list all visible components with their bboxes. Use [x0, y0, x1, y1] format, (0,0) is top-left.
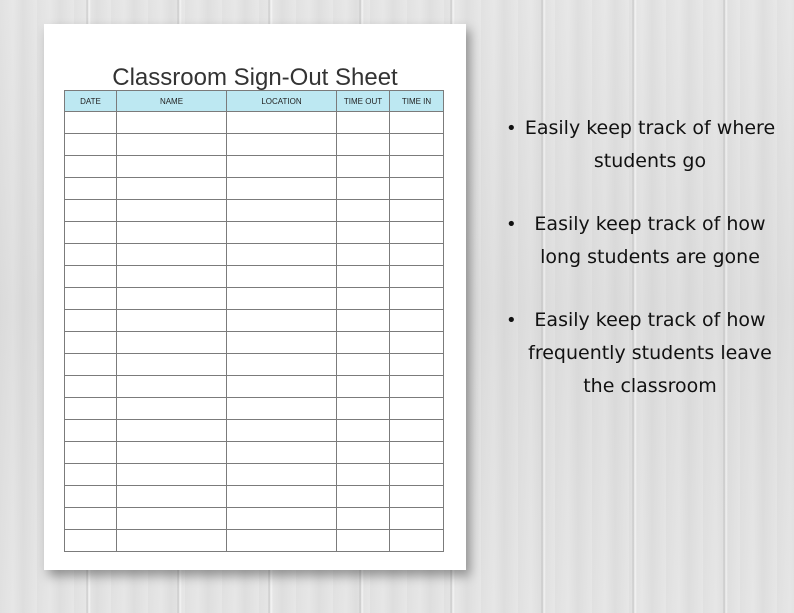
- table-cell: [117, 464, 227, 486]
- table-row: [65, 156, 444, 178]
- table-row: [65, 442, 444, 464]
- table-cell: [227, 134, 337, 156]
- table-cell: [227, 332, 337, 354]
- table-cell: [117, 244, 227, 266]
- table-cell: [337, 244, 390, 266]
- feature-list: [500, 112, 780, 433]
- table-cell: [337, 464, 390, 486]
- table-row: [65, 398, 444, 420]
- table-cell: [390, 332, 444, 354]
- sign-out-sheet-page: [44, 24, 466, 570]
- table-cell: [65, 486, 117, 508]
- table-cell: [117, 310, 227, 332]
- table-cell: [337, 486, 390, 508]
- table-cell: [337, 288, 390, 310]
- table-row: [65, 266, 444, 288]
- feature-item: • Easily keep track of how frequently students leave the classroom: [500, 304, 780, 403]
- table-cell: [227, 442, 337, 464]
- table-cell: [65, 288, 117, 310]
- table-cell: [65, 442, 117, 464]
- table-row: [65, 486, 444, 508]
- table-cell: [390, 134, 444, 156]
- table-cell: [65, 354, 117, 376]
- table-cell: [390, 420, 444, 442]
- table-cell: [227, 222, 337, 244]
- table-row: [65, 222, 444, 244]
- table-cell: [337, 310, 390, 332]
- table-cell: [337, 332, 390, 354]
- table-cell: [337, 134, 390, 156]
- table-cell: [117, 442, 227, 464]
- column-header-location: LOCATION: [227, 91, 337, 112]
- table-header-row: [65, 91, 444, 112]
- table-row: [65, 530, 444, 552]
- table-cell: [390, 376, 444, 398]
- table-body: [65, 112, 444, 552]
- column-header-time-out: TIME OUT: [337, 91, 390, 112]
- table-row: [65, 178, 444, 200]
- table-cell: [117, 200, 227, 222]
- column-header-date: DATE: [65, 91, 117, 112]
- table-cell: [117, 112, 227, 134]
- table-cell: [337, 200, 390, 222]
- sheet-title: Classroom Sign-Out Sheet: [112, 64, 398, 91]
- table-cell: [117, 332, 227, 354]
- table-cell: [65, 156, 117, 178]
- table-cell: [65, 310, 117, 332]
- table-cell: [390, 244, 444, 266]
- table-cell: [390, 112, 444, 134]
- table-row: [65, 134, 444, 156]
- table-cell: [227, 508, 337, 530]
- table-row: [65, 288, 444, 310]
- table-cell: [337, 354, 390, 376]
- table-cell: [227, 112, 337, 134]
- table-cell: [65, 112, 117, 134]
- table-cell: [390, 486, 444, 508]
- table-cell: [227, 288, 337, 310]
- feature-item: • Easily keep track of where students go: [500, 112, 780, 178]
- table-cell: [65, 134, 117, 156]
- table-cell: [390, 178, 444, 200]
- table-cell: [390, 464, 444, 486]
- table-cell: [337, 156, 390, 178]
- table-cell: [337, 420, 390, 442]
- table-cell: [117, 398, 227, 420]
- table-cell: [65, 244, 117, 266]
- table-cell: [65, 376, 117, 398]
- table-cell: [65, 332, 117, 354]
- table-cell: [117, 134, 227, 156]
- table-cell: [117, 354, 227, 376]
- table-cell: [227, 398, 337, 420]
- table-row: [65, 354, 444, 376]
- table-row: [65, 464, 444, 486]
- table-row: [65, 112, 444, 134]
- table-row: [65, 376, 444, 398]
- table-cell: [227, 266, 337, 288]
- table-cell: [337, 530, 390, 552]
- table-cell: [337, 442, 390, 464]
- table-cell: [390, 200, 444, 222]
- table-cell: [227, 156, 337, 178]
- table-cell: [117, 156, 227, 178]
- table-cell: [390, 442, 444, 464]
- table-cell: [117, 530, 227, 552]
- table-cell: [390, 156, 444, 178]
- feature-item: • Easily keep track of how long students are gone: [500, 208, 780, 274]
- table-cell: [65, 398, 117, 420]
- table-cell: [65, 200, 117, 222]
- table-cell: [390, 354, 444, 376]
- table-cell: [227, 420, 337, 442]
- table-row: [65, 508, 444, 530]
- table-cell: [227, 244, 337, 266]
- table-cell: [227, 486, 337, 508]
- table-cell: [117, 376, 227, 398]
- table-cell: [117, 178, 227, 200]
- table-row: [65, 310, 444, 332]
- table-cell: [117, 288, 227, 310]
- table-cell: [117, 420, 227, 442]
- table-cell: [227, 310, 337, 332]
- table-cell: [390, 266, 444, 288]
- table-cell: [390, 508, 444, 530]
- table-cell: [337, 222, 390, 244]
- table-cell: [337, 398, 390, 420]
- table-cell: [65, 222, 117, 244]
- table-cell: [390, 310, 444, 332]
- table-cell: [227, 530, 337, 552]
- table-cell: [390, 530, 444, 552]
- table-cell: [337, 178, 390, 200]
- table-cell: [117, 266, 227, 288]
- table-cell: [227, 464, 337, 486]
- table-cell: [227, 354, 337, 376]
- column-header-time-in: TIME IN: [390, 91, 444, 112]
- table-cell: [65, 420, 117, 442]
- table-cell: [65, 266, 117, 288]
- table-row: [65, 332, 444, 354]
- table-cell: [227, 200, 337, 222]
- table-cell: [390, 222, 444, 244]
- table-row: [65, 244, 444, 266]
- table-cell: [337, 376, 390, 398]
- table-cell: [117, 222, 227, 244]
- table-cell: [390, 288, 444, 310]
- table-cell: [65, 530, 117, 552]
- table-row: [65, 420, 444, 442]
- table-cell: [117, 508, 227, 530]
- table-cell: [337, 266, 390, 288]
- table-cell: [227, 178, 337, 200]
- table-cell: [65, 178, 117, 200]
- table-cell: [390, 398, 444, 420]
- table-cell: [227, 376, 337, 398]
- table-cell: [337, 508, 390, 530]
- table-cell: [117, 486, 227, 508]
- column-header-name: NAME: [117, 91, 227, 112]
- table-cell: [337, 112, 390, 134]
- table-row: [65, 200, 444, 222]
- table-cell: [65, 508, 117, 530]
- table-cell: [65, 464, 117, 486]
- sign-out-table: [64, 90, 444, 552]
